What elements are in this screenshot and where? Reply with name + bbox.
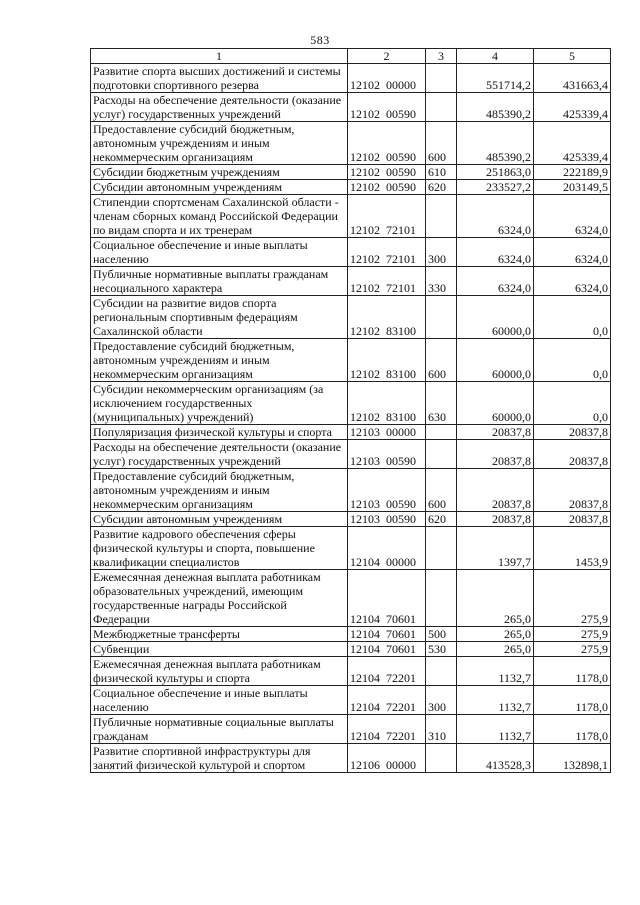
row-expense-type: 600 [426,122,457,165]
row-value-col5: 425339,4 [534,122,611,165]
row-value-col5: 20837,8 [534,425,611,440]
row-expense-type: 600 [426,339,457,382]
row-value-col4: 20837,8 [457,469,534,512]
row-code: 12104 00000 [348,527,426,570]
column-header: 4 [457,49,534,64]
budget-table [90,48,611,773]
row-code: 12102 83100 [348,296,426,339]
row-code: 12103 00590 [348,440,426,469]
table-row [91,180,611,195]
row-value-col4: 6324,0 [457,195,534,238]
table-row [91,165,611,180]
row-value-col4: 1132,7 [457,715,534,744]
table-row [91,267,611,296]
row-name: Субсидии автономным учреждениям [91,180,348,195]
row-value-col4: 265,0 [457,642,534,657]
column-header: 1 [91,49,348,64]
row-name: Развитие кадрового обеспечения сферы физической культуры и спорта, повышение квалификации специалистов [91,527,348,570]
table-row [91,238,611,267]
column-header: 5 [534,49,611,64]
row-value-col5: 203149,5 [534,180,611,195]
row-code: 12102 00590 [348,165,426,180]
row-value-col4: 60000,0 [457,296,534,339]
table-row [91,527,611,570]
table-row [91,122,611,165]
row-name: Развитие спортивной инфраструктуры для занятий физической культурой и спортом [91,744,348,773]
row-code: 12104 72201 [348,715,426,744]
row-expense-type [426,296,457,339]
row-value-col4: 20837,8 [457,425,534,440]
row-value-col5: 0,0 [534,339,611,382]
row-value-col4: 6324,0 [457,238,534,267]
row-name: Предоставление субсидий бюджетным, автономным учреждениям и иным некоммерческим организациям [91,122,348,165]
table-row [91,715,611,744]
row-expense-type: 500 [426,627,457,642]
row-name: Ежемесячная денежная выплата работникам образовательных учреждений, имеющим государственные награды Российской Федерации [91,570,348,627]
row-name: Развитие спорта высших достижений и системы подготовки спортивного резерва [91,64,348,93]
row-name: Популяризация физической культуры и спорта [91,425,348,440]
row-value-col5: 0,0 [534,382,611,425]
row-value-col5: 425339,4 [534,93,611,122]
row-value-col4: 233527,2 [457,180,534,195]
row-value-col5: 431663,4 [534,64,611,93]
row-expense-type [426,195,457,238]
row-code: 12102 83100 [348,339,426,382]
row-name: Ежемесячная денежная выплата работникам физической культуры и спорта [91,657,348,686]
table-row [91,627,611,642]
row-code: 12102 00000 [348,64,426,93]
table-row [91,440,611,469]
row-value-col4: 485390,2 [457,122,534,165]
page-number: 583 [310,33,330,47]
table-row [91,93,611,122]
row-value-col5: 222189,9 [534,165,611,180]
row-value-col5: 20837,8 [534,440,611,469]
table-row [91,425,611,440]
row-expense-type: 630 [426,382,457,425]
row-name: Субвенции [91,642,348,657]
table-row [91,382,611,425]
row-code: 12104 70601 [348,642,426,657]
row-value-col5: 6324,0 [534,267,611,296]
row-value-col5: 20837,8 [534,469,611,512]
row-code: 12104 72201 [348,657,426,686]
row-value-col4: 265,0 [457,570,534,627]
row-expense-type: 310 [426,715,457,744]
table-row [91,339,611,382]
row-expense-type: 530 [426,642,457,657]
row-value-col5: 0,0 [534,296,611,339]
table-row [91,296,611,339]
table-row [91,512,611,527]
row-value-col4: 20837,8 [457,512,534,527]
row-expense-type [426,657,457,686]
row-expense-type: 300 [426,238,457,267]
row-code: 12102 83100 [348,382,426,425]
row-code: 12102 00590 [348,93,426,122]
row-expense-type [426,93,457,122]
row-expense-type: 620 [426,512,457,527]
column-header: 3 [426,49,457,64]
row-expense-type: 330 [426,267,457,296]
row-value-col4: 60000,0 [457,339,534,382]
row-value-col5: 1178,0 [534,686,611,715]
row-expense-type: 300 [426,686,457,715]
row-name: Социальное обеспечение и иные выплаты населению [91,238,348,267]
row-value-col5: 275,9 [534,627,611,642]
row-value-col5: 1178,0 [534,715,611,744]
row-expense-type: 600 [426,469,457,512]
row-value-col4: 60000,0 [457,382,534,425]
table-row [91,642,611,657]
row-value-col5: 6324,0 [534,195,611,238]
row-name: Предоставление субсидий бюджетным, автономным учреждениям и иным некоммерческим организациям [91,339,348,382]
table-row [91,744,611,773]
row-name: Предоставление субсидий бюджетным, автономным учреждениям и иным некоммерческим организациям [91,469,348,512]
row-name: Субсидии автономным учреждениям [91,512,348,527]
row-expense-type: 610 [426,165,457,180]
table-row [91,469,611,512]
table-row [91,570,611,627]
table-row [91,64,611,93]
row-value-col4: 413528,3 [457,744,534,773]
row-name: Расходы на обеспечение деятельности (оказание услуг) государственных учреждений [91,93,348,122]
row-value-col4: 6324,0 [457,267,534,296]
row-value-col5: 1178,0 [534,657,611,686]
row-value-col5: 20837,8 [534,512,611,527]
row-name: Межбюджетные трансферты [91,627,348,642]
row-value-col4: 1132,7 [457,657,534,686]
row-name: Публичные нормативные выплаты гражданам несоциального характера [91,267,348,296]
row-value-col5: 6324,0 [534,238,611,267]
table-row [91,686,611,715]
table-row [91,195,611,238]
row-value-col4: 251863,0 [457,165,534,180]
table-row [91,657,611,686]
row-expense-type [426,440,457,469]
row-expense-type [426,570,457,627]
row-code: 12103 00590 [348,512,426,527]
row-value-col4: 1397,7 [457,527,534,570]
row-name: Субсидии на развитие видов спорта региональным спортивным федерациям Сахалинской области [91,296,348,339]
row-value-col5: 1453,9 [534,527,611,570]
row-code: 12102 72101 [348,238,426,267]
row-expense-type: 620 [426,180,457,195]
row-name: Расходы на обеспечение деятельности (оказание услуг) государственных учреждений [91,440,348,469]
row-code: 12102 00590 [348,180,426,195]
row-code: 12106 00000 [348,744,426,773]
row-expense-type [426,425,457,440]
row-value-col5: 275,9 [534,642,611,657]
row-value-col4: 1132,7 [457,686,534,715]
row-code: 12102 72101 [348,267,426,296]
row-value-col4: 20837,8 [457,440,534,469]
row-code: 12103 00590 [348,469,426,512]
row-name: Субсидии некоммерческим организациям (за исключением государственных (муниципальных) учреждений) [91,382,348,425]
row-code: 12102 72101 [348,195,426,238]
row-name: Социальное обеспечение и иные выплаты населению [91,686,348,715]
row-code: 12102 00590 [348,122,426,165]
column-header: 2 [348,49,426,64]
row-value-col5: 132898,1 [534,744,611,773]
row-expense-type [426,527,457,570]
row-value-col5: 275,9 [534,570,611,627]
row-name: Стипендии спортсменам Сахалинской области - членам сборных команд Российской Федерации по видам спорта и их тренерам [91,195,348,238]
row-value-col4: 265,0 [457,627,534,642]
table-header-row [91,49,611,64]
row-name: Субсидии бюджетным учреждениям [91,165,348,180]
row-name: Публичные нормативные социальные выплаты гражданам [91,715,348,744]
row-expense-type [426,744,457,773]
row-value-col4: 551714,2 [457,64,534,93]
row-value-col4: 485390,2 [457,93,534,122]
row-code: 12104 70601 [348,570,426,627]
row-code: 12104 70601 [348,627,426,642]
row-code: 12103 00000 [348,425,426,440]
row-code: 12104 72201 [348,686,426,715]
row-expense-type [426,64,457,93]
